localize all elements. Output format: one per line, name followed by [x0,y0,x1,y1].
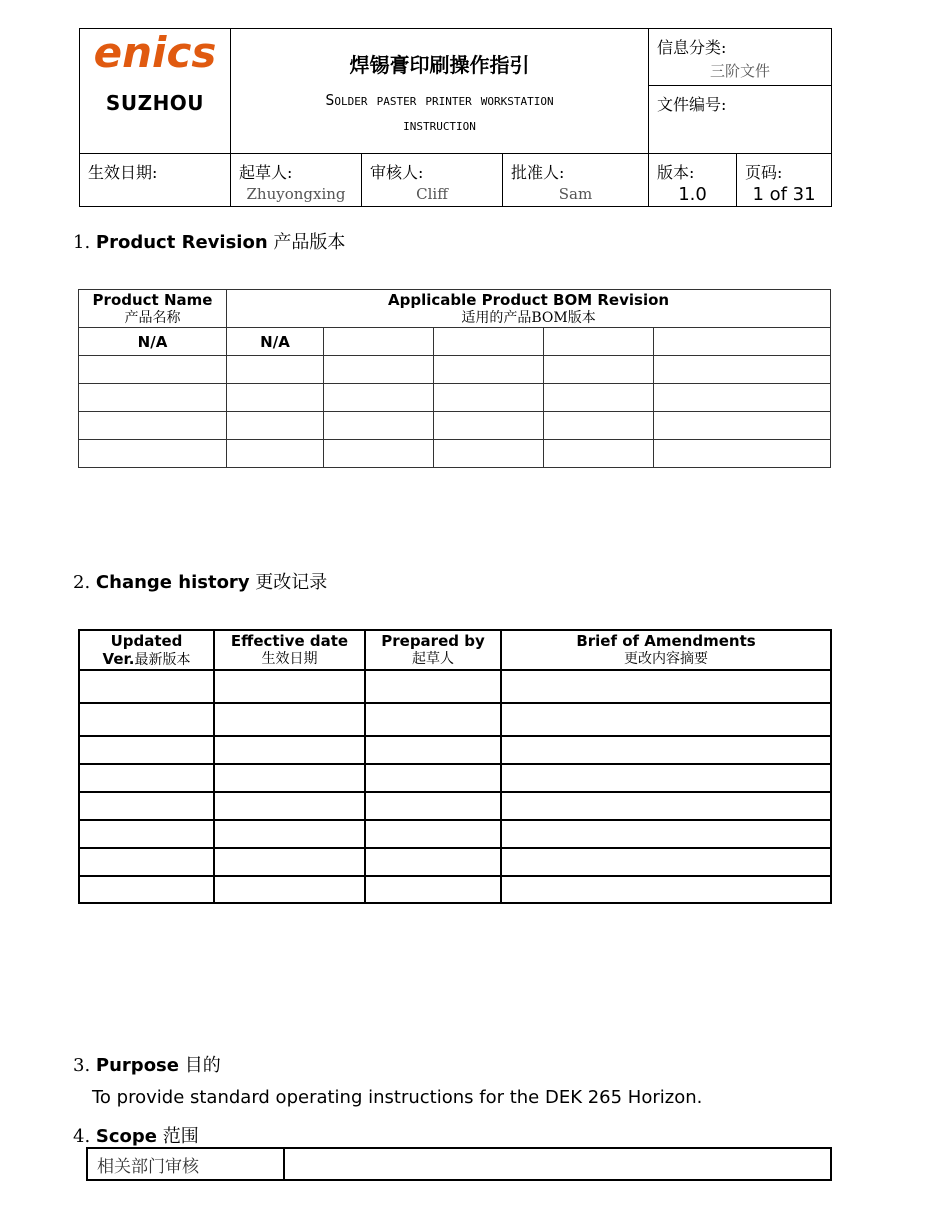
approver-label: 批准人: [511,163,565,182]
section-product-revision-heading [73,228,345,254]
logo-cell [80,29,231,154]
table-row [79,764,831,792]
table-row [87,1148,831,1180]
info-class-cell [649,29,832,86]
table-row [79,440,831,468]
section-scope-heading [73,1122,199,1148]
table-row [79,670,831,703]
header-updated-ver: Updated Ver.最新版本 [79,630,214,670]
reviewer-label: 审核人: [370,163,424,182]
drafter-name: Zhuyongxing [246,185,346,203]
reviewer-name: Cliff [416,185,448,203]
reviewer-cell [362,154,503,207]
section-number: 4. [73,1126,91,1147]
info-class-value: 三阶文件 [710,62,771,80]
section-title-en: Purpose [95,1055,179,1076]
table-cell [544,328,654,356]
purpose-text: To provide standard operating instructions for the DEK 265 Horizon. [92,1087,703,1108]
scope-value [284,1148,831,1180]
doc-number-label: 文件编号: [657,95,727,115]
table-row [79,328,831,356]
approver-name: Sam [558,185,593,203]
header-brief-of-amendments: Brief of Amendments 更改内容摘要 [501,630,831,670]
document-title-en-line2: instruction [403,116,476,134]
drafter-cell [231,154,362,207]
table-row [79,412,831,440]
table-row [79,703,831,736]
table-cell: N/A [79,328,227,356]
scope-label: 相关部门审核 [87,1148,284,1180]
info-class-label: 信息分类: [657,38,727,57]
section-number: 3. [73,1055,91,1076]
section-purpose-heading [73,1051,221,1077]
table-row [79,736,831,764]
header-effective-date: Effective date 生效日期 [214,630,365,670]
change-history-table [78,629,832,904]
version-value: 1.0 [678,184,707,205]
section-title-cn: 目的 [184,1055,221,1076]
section-title-cn: 产品版本 [273,232,346,253]
section-title-en: Change history [95,572,250,593]
table-row [79,356,831,384]
section-title-cn: 范围 [162,1126,199,1147]
doc-number-cell [649,86,832,154]
table-row [79,820,831,848]
table-header-row [79,290,831,328]
section-number: 1. [73,232,91,253]
section-change-history-heading [73,568,327,594]
page-value: 1 of 31 [752,184,816,205]
header-prepared-by: Prepared by 起草人 [365,630,501,670]
page-label: 页码: [745,163,783,182]
table-row [79,384,831,412]
table-row [79,848,831,876]
document-title-cn: 焊锡膏印刷操作指引 [349,53,530,77]
product-revision-table [78,289,831,468]
document-header [79,28,832,207]
logo-text: enics [93,33,217,73]
header-product-name: Product Name 产品名称 [79,290,227,328]
approver-cell [503,154,649,207]
document-title-en-line1: Solder paster printer workstation [325,91,554,109]
version-label: 版本: [657,163,695,182]
section-title-en: Scope [95,1126,158,1147]
table-header-row [79,630,831,670]
drafter-label: 起草人: [239,163,293,182]
header-bom-revision: Applicable Product BOM Revision 适用的产品BOM版本 [227,290,831,328]
table-cell [324,328,434,356]
document-title-cell [231,29,649,154]
effective-date-cell [80,154,231,207]
section-number: 2. [73,572,91,593]
version-cell [649,154,737,207]
table-row [79,792,831,820]
table-cell [654,328,831,356]
section-title-en: Product Revision [95,232,268,253]
scope-table [86,1147,832,1181]
table-row [79,876,831,903]
effective-date-label: 生效日期: [88,163,158,182]
company-city: SUZHOU [105,91,205,115]
table-cell: N/A [227,328,324,356]
table-cell [434,328,544,356]
enics-logo [84,33,226,73]
page-cell [737,154,832,207]
section-title-cn: 更改记录 [255,572,328,593]
